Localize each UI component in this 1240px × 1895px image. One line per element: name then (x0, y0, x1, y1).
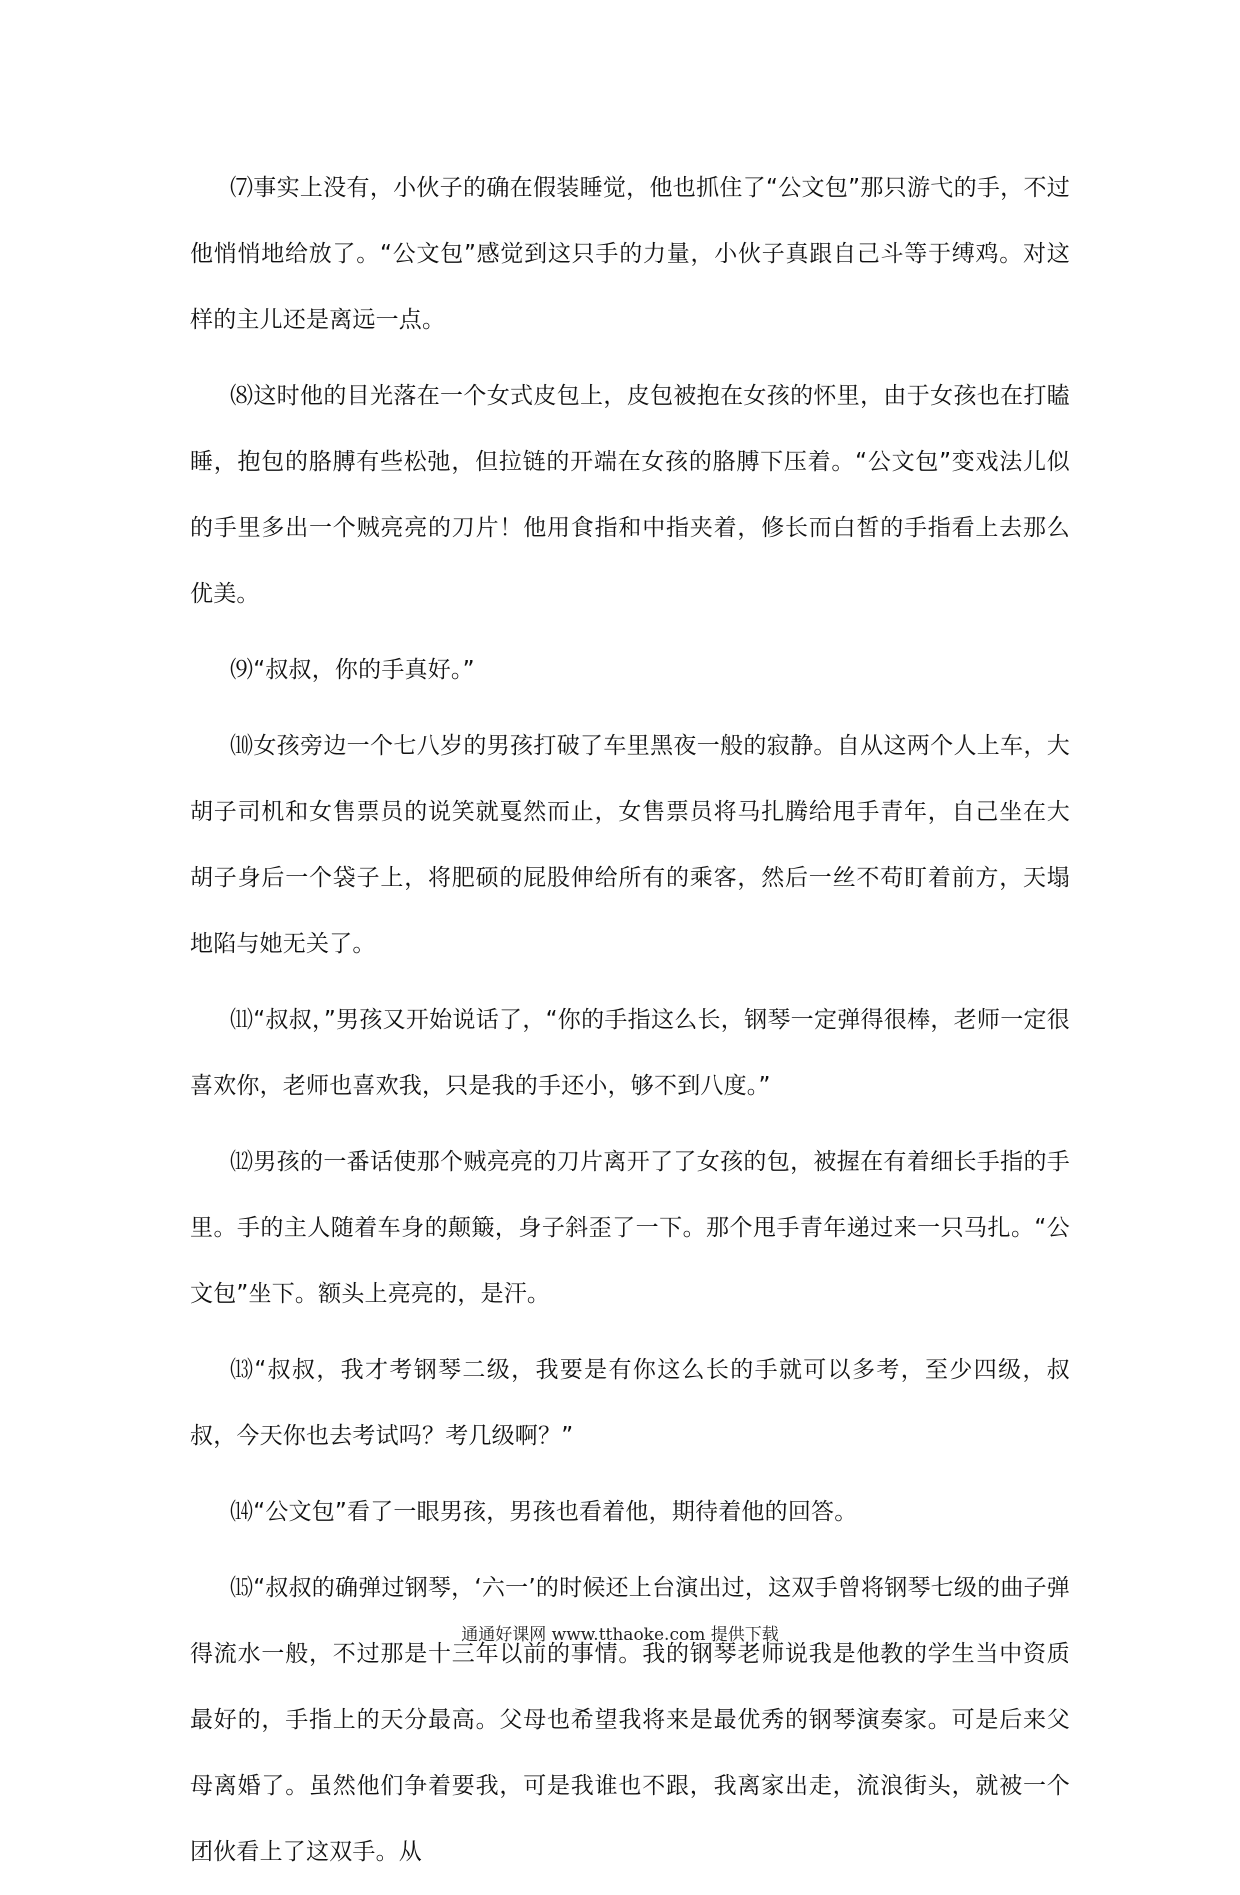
page-footer: 通通好课网 www.tthaoke.com 提供下载 (461, 1625, 779, 1645)
paragraph-11: ⑾“叔叔，”男孩又开始说话了，“你的手指这么长，钢琴一定弹得很棒，老师一定很喜欢你，老师也喜欢我，只是我的手还小，够不到八度。” (190, 1007, 1070, 1099)
paragraph-12: ⑿男孩的一番话使那个贼亮亮的刀片离开了了女孩的包，被握在有着细长手指的手里。手的主人随着车身的颠簸，身子斜歪了一下。那个甩手青年递过来一只马扎。“公文包”坐下。额头上亮亮的，是汗。 (190, 1149, 1070, 1307)
paragraph-15: ⒂“叔叔的确弹过钢琴，‘六一’的时候还上台演出过，这双手曾将钢琴七级的曲子弹得流水一般，不过那是十三年以前的事情。我的钢琴老师说我是他教的学生当中资质最好的，手指上的天分最高。父母也希望我将来是最优秀的钢琴演奏家。可是后来父母离婚了。虽然他们争着要我，可是我谁也不跟，我离家出走，流浪街头，就被一个团伙看上了这双手。从 (190, 1575, 1070, 1865)
paragraph-7: ⑺事实上没有，小伙子的确在假装睡觉，他也抓住了“公文包”那只游弋的手，不过他悄悄地给放了。“公文包”感觉到这只手的力量，小伙子真跟自己斗等于缚鸡。对这样的主儿还是离远一点。 (190, 175, 1070, 333)
paragraph-9: ⑼“叔叔，你的手真好。” (230, 657, 475, 683)
paragraph-13: ⒀“叔叔，我才考钢琴二级，我要是有你这么长的手就可以多考，至少四级，叔叔，今天你也去考试吗？考几级啊？” (190, 1357, 1070, 1449)
paragraph-10: ⑽女孩旁边一个七八岁的男孩打破了车里黑夜一般的寂静。自从这两个人上车，大胡子司机和女售票员的说笑就戛然而止，女售票员将马扎腾给甩手青年，自己坐在大胡子身后一个袋子上，将肥硕的屁股伸给所有的乘客，然后一丝不苟盯着前方，天塌地陷与她无关了。 (190, 733, 1070, 957)
paragraph-8: ⑻这时他的目光落在一个女式皮包上，皮包被抱在女孩的怀里，由于女孩也在打瞌睡，抱包的胳膊有些松弛，但拉链的开端在女孩的胳膊下压着。“公文包”变戏法儿似的手里多出一个贼亮亮的刀片！他用食指和中指夹着，修长而白皙的手指看上去那么优美。 (190, 383, 1070, 607)
paragraph-14: ⒁“公文包”看了一眼男孩，男孩也看着他，期待着他的回答。 (230, 1499, 858, 1525)
